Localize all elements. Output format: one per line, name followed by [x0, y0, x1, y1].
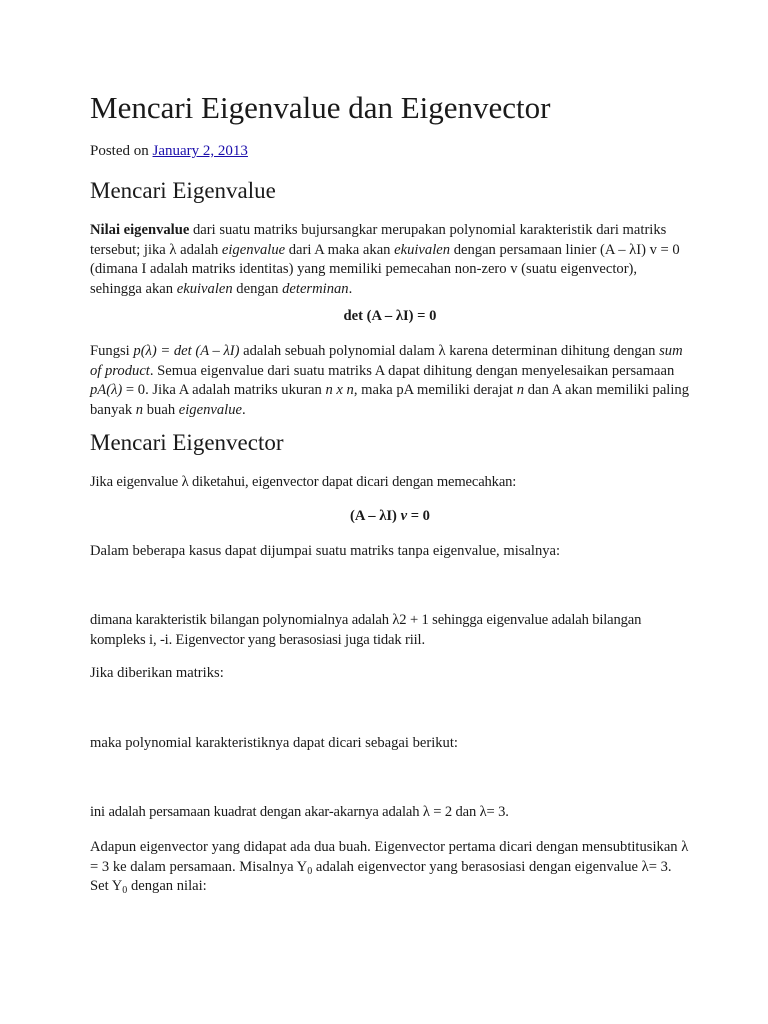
paragraph-eigenvector-intro: Jika eigenvalue λ diketahui, eigenvector dapat dicari dengan memecahkan:	[90, 474, 517, 490]
text-run: adalah sebuah polynomial dalam λ karena determinan dihitung dengan	[239, 343, 660, 359]
subscript: 0	[307, 865, 313, 877]
italic-run: ekuivalen	[394, 241, 451, 258]
paragraph-first-eigenvector	[90, 838, 690, 897]
italic-run: sum of product	[90, 343, 683, 379]
italic-run: n	[135, 401, 144, 418]
text-run: dari A maka akan	[285, 241, 395, 258]
section-heading-eigenvector: Mencari Eigenvector	[90, 430, 284, 455]
italic-run: n	[516, 382, 525, 398]
paragraph-eigenvalue-definition	[90, 221, 690, 299]
text-run: = 0. Jika A adalah matriks ukuran	[122, 382, 326, 398]
formula-part: (A – λI)	[350, 508, 401, 524]
formula-determinant: det (A – λI) = 0	[343, 308, 437, 324]
italic-run: ekuivalen	[176, 280, 233, 297]
text-run: .	[241, 401, 246, 418]
text-run: Fungsi	[90, 343, 134, 359]
formula-part: = 0	[407, 508, 430, 524]
text-run: dengan nilai:	[127, 878, 207, 894]
text-run: Adapun eigenvector yang didapat ada dua buah. Eigenvector pertama dicari dengan mensubtitusikan λ = 3 ke dalam persamaan. Misalnya Y	[90, 839, 689, 875]
text-run: dari suatu matriks bujursangkar merupakan polynomial karakteristik dari matriks tersebut; jika λ adalah	[90, 222, 667, 258]
text-run: dan A akan memiliki paling banyak	[90, 382, 690, 418]
formula-variable: v	[400, 508, 408, 524]
text-run: . Semua eigenvalue dari suatu matriks A dapat dihitung dengan menyelesaikan persamaan	[149, 362, 675, 379]
article-title: Mencari Eigenvalue dan Eigenvector	[90, 90, 551, 125]
paragraph-quadratic-roots: ini adalah persamaan kuadrat dengan akar-akarnya adalah λ = 2 dan λ= 3.	[90, 804, 509, 820]
italic-run: determinan	[282, 280, 349, 297]
posted-prefix: Posted on	[90, 143, 149, 159]
italic-run: n x n	[325, 382, 354, 398]
paragraph-complex-eigenvalue: dimana karakteristik bilangan polynomialnya adalah λ2 + 1 sehingga eigenvalue adalah bilangan kompleks i, -i. Eigenvector yang berasosiasi juga tidak riil.	[90, 612, 642, 648]
paragraph-no-eigenvalue: Dalam beberapa kasus dapat dijumpai suatu matriks tanpa eigenvalue, misalnya:	[90, 543, 561, 559]
text-run: , maka pA memiliki derajat	[353, 382, 517, 398]
text-run: buah	[143, 401, 179, 418]
italic-run: p(λ) = det (A – λI)	[133, 343, 240, 359]
paragraph-characteristic-search: maka polynomial karakteristiknya dapat dicari sebagai berikut:	[90, 735, 458, 751]
posted-date-link[interactable]: January 2, 2013	[152, 143, 248, 159]
formula-eigenvector	[90, 507, 690, 527]
paragraph-given-matrix: Jika diberikan matriks:	[90, 665, 224, 681]
italic-run: eigenvalue	[221, 241, 286, 258]
text-run: dengan	[232, 280, 283, 297]
paragraph-characteristic-polynomial	[90, 342, 690, 420]
text-run: adalah eigenvector yang berasosiasi dengan eigenvalue λ= 3. Set Y	[90, 858, 672, 894]
term-nilai-eigenvalue: Nilai eigenvalue	[90, 222, 190, 238]
subscript: 0	[122, 885, 128, 896]
italic-run: eigenvalue	[178, 401, 242, 418]
section-heading-eigenvalue: Mencari Eigenvalue	[90, 178, 276, 203]
text-run: dengan persamaan linier (A – λI) v = 0 (dimana I adalah matriks identitas) yang memiliki pemecahan non-zero v (suatu eigenvector), sehingga akan	[90, 241, 680, 297]
text-run: .	[348, 280, 353, 297]
italic-run: pA(λ)	[90, 382, 123, 398]
posted-line	[90, 142, 690, 161]
